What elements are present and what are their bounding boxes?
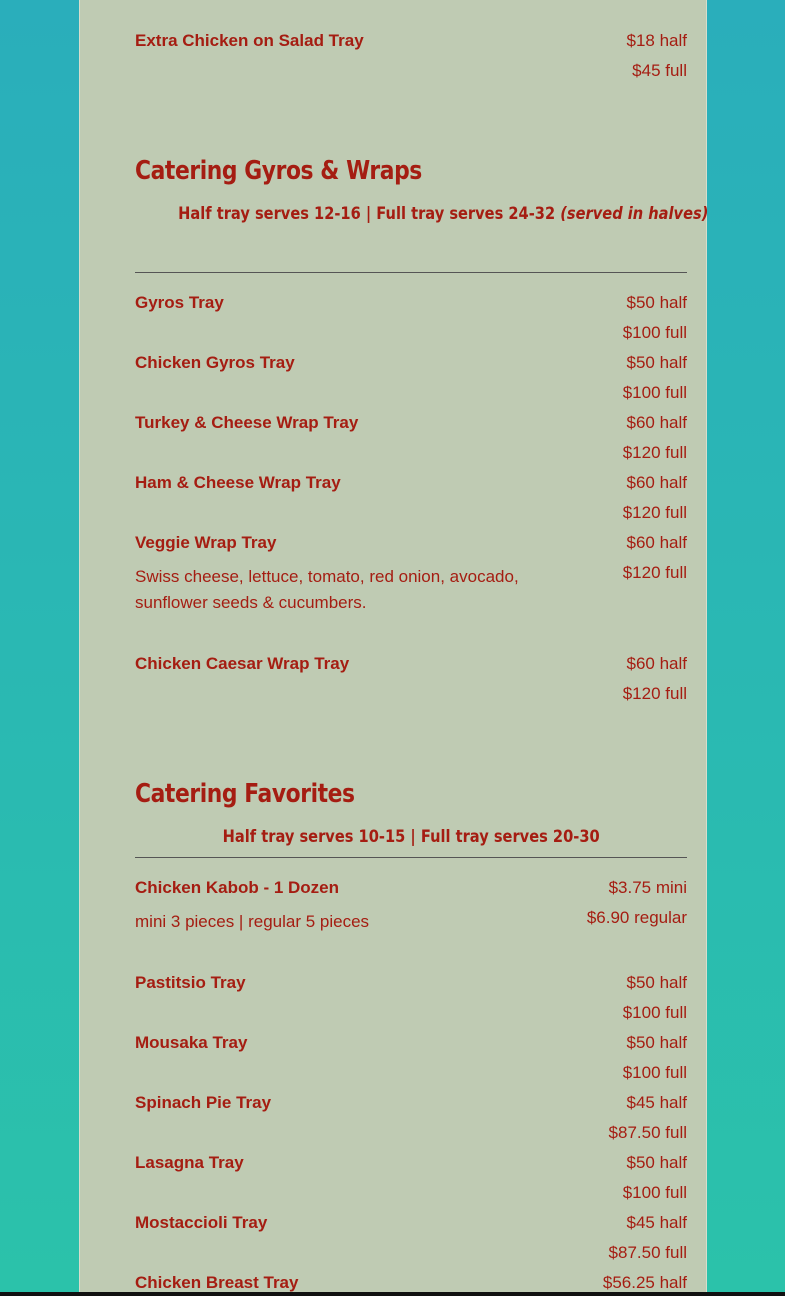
menu-item-price: $56.25 half [602, 1273, 687, 1292]
menu-item-row [135, 30, 687, 60]
menu-item-price: $45 full [632, 61, 687, 80]
menu-item-price: $50 half [626, 1033, 687, 1052]
menu-item-price: $87.50 full [608, 1123, 687, 1142]
menu-item-name: Chicken Gyros Tray [135, 353, 295, 372]
menu-item-price: $45 half [626, 1213, 687, 1232]
menu-item-price: $100 full [622, 323, 687, 342]
menu-item-description: Swiss cheese, lettuce, tomato, red onion, avocado, sunflower seeds & cucumbers. [135, 567, 519, 612]
menu-item-price: $50 half [626, 353, 687, 372]
menu-item-price: $50 half [626, 973, 687, 992]
menu-item-name: Veggie Wrap Tray [135, 533, 277, 552]
menu-item-price: $100 full [622, 1063, 687, 1082]
menu-item-name: Chicken Kabob - 1 Dozen [135, 878, 340, 897]
menu-item-price: $45 half [626, 1093, 687, 1112]
menu-item-price: $120 full [622, 563, 687, 582]
menu-item-price: $50 half [626, 1153, 687, 1172]
menu-item-name: Mostaccioli Tray [135, 1213, 268, 1232]
menu-item-price: $60 half [626, 473, 687, 492]
menu-content [135, 0, 709, 1292]
menu-item-name: Gyros Tray [135, 293, 224, 312]
menu-item-name: Chicken Breast Tray [135, 1273, 299, 1292]
menu-item-price: $100 full [622, 1003, 687, 1022]
menu-item-name: Extra Chicken on Salad Tray [135, 31, 364, 50]
section-serving-info [135, 204, 709, 224]
menu-item-price: $100 full [622, 383, 687, 402]
menu-item-price: $60 half [626, 533, 687, 552]
serving-text: Half tray serves 12-16 | Full tray serves 24-32 [178, 204, 561, 224]
menu-item-name: Spinach Pie Tray [135, 1093, 272, 1112]
menu-item-price: $6.90 regular [586, 908, 687, 927]
menu-item-price: $50 half [626, 293, 687, 312]
section-divider [135, 857, 687, 858]
section-divider [135, 272, 687, 273]
menu-item-price: $60 half [626, 413, 687, 432]
menu-item-name: Mousaka Tray [135, 1033, 248, 1052]
menu-item-price: $120 full [622, 503, 687, 522]
menu-item-name: Turkey & Cheese Wrap Tray [135, 413, 359, 432]
menu-item-name: Ham & Cheese Wrap Tray [135, 473, 341, 492]
menu-item-description: mini 3 pieces | regular 5 pieces [135, 912, 370, 931]
menu-item-price: $120 full [622, 684, 687, 703]
menu-item-price: $100 full [622, 1183, 687, 1202]
menu-item-price: $60 half [626, 654, 687, 673]
serving-text: Half tray serves 10-15 | Full tray serves 20-30 [222, 827, 600, 847]
menu-item-name: Pastitsio Tray [135, 973, 246, 992]
menu-item-price: $3.75 mini [608, 878, 687, 897]
menu-item-name: Chicken Caesar Wrap Tray [135, 654, 350, 673]
serving-note: (served in halves) [560, 204, 709, 224]
bottom-edge-bar [0, 1292, 785, 1296]
menu-item-name: Lasagna Tray [135, 1153, 244, 1172]
menu-item-price: $87.50 full [608, 1243, 687, 1262]
section-title: Catering Gyros & Wraps [135, 156, 422, 186]
section-title: Catering Favorites [135, 779, 355, 809]
menu-page [79, 0, 707, 1292]
section-serving-info [135, 827, 687, 847]
menu-item-price: $120 full [622, 443, 687, 462]
menu-item-price: $18 half [626, 31, 687, 50]
